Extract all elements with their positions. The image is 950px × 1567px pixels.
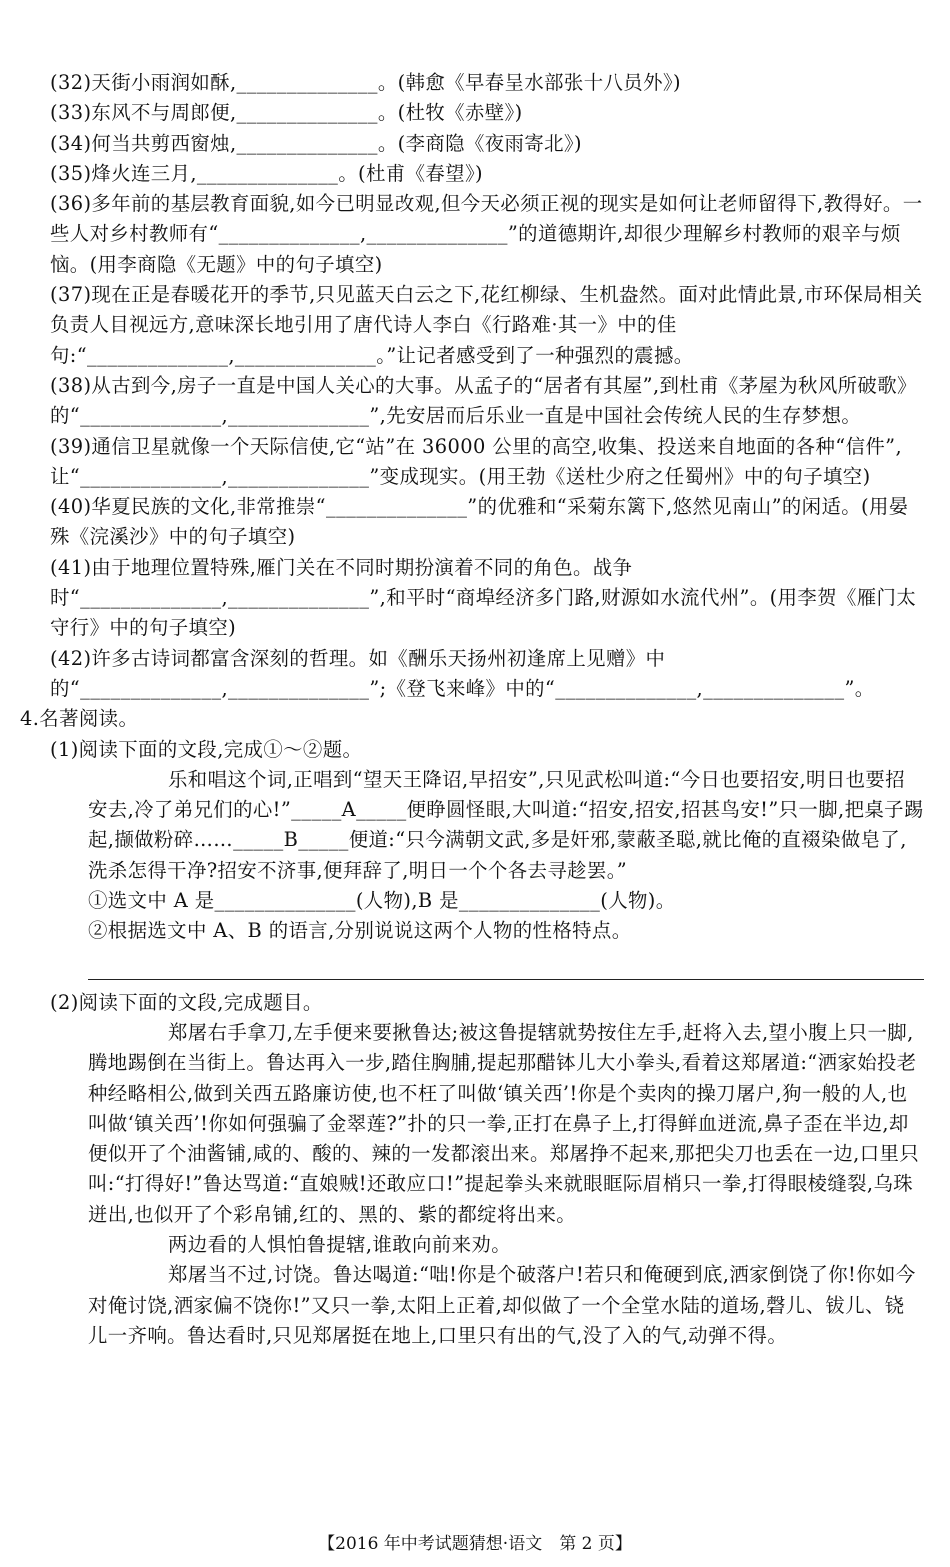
- question-39: (39)通信卫星就像一个天际信使,它“站”在 36000 公里的高空,收集、投送来自地面的各种“信件”,让“______________,______________”变成现实。(用王勃《送杜少府之任蜀州》中的句子填空): [50, 434, 903, 488]
- question-38: (38)从古到今,房子一直是中国人关心的大事。从孟子的“居者有其屋”,到杜甫《茅屋为秋风所破歌》的“______________,______________”,先安居而后乐业一直是中国社会传统人民的生存梦想。: [50, 373, 917, 428]
- part1-passage: 乐和唱这个词,正唱到“望天王降诏,早招安”,只见武松叫道:“今日也要招安,明日也要招安去,冷了弟兄们的心!”_____A_____便睁圆怪眼,大叫道:“招安,招安,招甚鸟安!”只一脚,把桌子踢起,撷做粉碎……_____B_____便道:“只今满朝文武,多是奸邪,蒙蔽圣聪,就比俺的直裰染做皂了,洗杀怎得干净?招安不济事,便拜辞了,明日一个个各去寻趁罢。”: [88, 767, 924, 882]
- question-35: (35)烽火连三月,______________。(杜甫《春望》): [50, 161, 484, 185]
- page-footer: 【2016 年中考试题猜想·语文 第 2 页】: [318, 1534, 632, 1554]
- part2-paragraph-2: 两边看的人惧怕鲁提辖,谁敢向前来劝。: [168, 1232, 512, 1256]
- question-41: (41)由于地理位置特殊,雁门关在不同时期扮演着不同的角色。战争时“______________,______________”,和平时“商埠经济多门路,财源如水流代州”。(用李贺《雁门太守行》中的句子填空): [50, 555, 917, 640]
- answer-line[interactable]: [88, 951, 924, 980]
- part2-paragraph-3: 郑屠当不过,讨饶。鲁达喝道:“咄!你是个破落户!若只和俺硬到底,洒家倒饶了你!你如今对俺讨饶,洒家偏不饶你!”又只一拳,太阳上正着,却似做了一个全堂水陆的道场,磬儿、钹儿、铙儿一齐响。鲁达看时,只见郑屠挺在地上,口里只有出的气,没了入的气,动弹不得。: [88, 1263, 916, 1347]
- question-33: (33)东风不与周郎便,______________。(杜牧《赤壁》): [50, 101, 523, 125]
- part1-question-2: ②根据选文中 A、B 的语言,分别说说这两个人物的性格特点。: [88, 919, 632, 943]
- question-32: (32)天街小雨润如酥,______________。(韩愈《早春呈水部张十八员外》): [50, 71, 681, 94]
- question-42: (42)许多古诗词都富含深刻的哲理。如《酬乐天扬州初逢席上见赠》中的“______________,______________”;《登飞来峰》中的“______________,______________”。: [50, 646, 875, 700]
- section-4-heading: 4.名著阅读。: [20, 707, 139, 731]
- part2-prompt: (2)阅读下面的文段,完成题目。: [50, 990, 323, 1014]
- part2-paragraph-1: 郑屠右手拿刀,左手便来要揪鲁达;被这鲁提辖就势按住左手,赶将入去,望小腹上只一脚,腾地踢倒在当街上。鲁达再入一步,踏住胸脯,提起那醋钵儿大小拳头,看着这郑屠道:“洒家始投老种经略相公,做到关西五路廉访使,也不枉了叫做‘镇关西’!你是个卖肉的操刀屠户,狗一般的人,也叫做‘镇关西’!你如何强骗了金翠莲?”扑的只一拳,正打在鼻子上,打得鲜血迸流,鼻子歪在半边,却便似开了个油酱铺,咸的、酸的、辣的一发都滚出来。郑屠挣不起来,那把尖刀也丢在一边,口里只叫:“打得好!”鲁达骂道:“直娘贼!还敢应口!”提起拳头来就眼眶际眉梢只一拳,打得眼棱缝裂,乌珠迸出,也似开了个彩帛铺,红的、黑的、紫的都绽将出来。: [88, 1020, 920, 1226]
- question-37: (37)现在正是春暖花开的季节,只见蓝天白云之下,花红柳绿、生机盎然。面对此情此景,市环保局相关负责人目视远方,意味深长地引用了唐代诗人李白《行路难·其一》中的佳句:“______________,______________。”让记者感受到了一种强烈的震撼。: [50, 283, 923, 367]
- question-36: (36)多年前的基层教育面貌,如今已明显改观,但今天必须正视的现实是如何让老师留得下,教得好。一些人对乡村教师有“______________,______________”的道德期许,却很少理解乡村教师的艰辛与烦恼。(用李商隐《无题》中的句子填空): [50, 192, 923, 276]
- part1-question-1: ①选文中 A 是______________(人物),B 是______________(人物)。: [88, 889, 676, 913]
- part1-prompt: (1)阅读下面的文段,完成①～②题。: [50, 737, 363, 761]
- question-34: (34)何当共剪西窗烛,______________。(李商隐《夜雨寄北》): [50, 131, 582, 155]
- question-40: (40)华夏民族的文化,非常推崇“______________”的优雅和“采菊东篱下,悠然见南山”的闲适。(用晏殊《浣溪沙》中的句子填空): [50, 495, 909, 549]
